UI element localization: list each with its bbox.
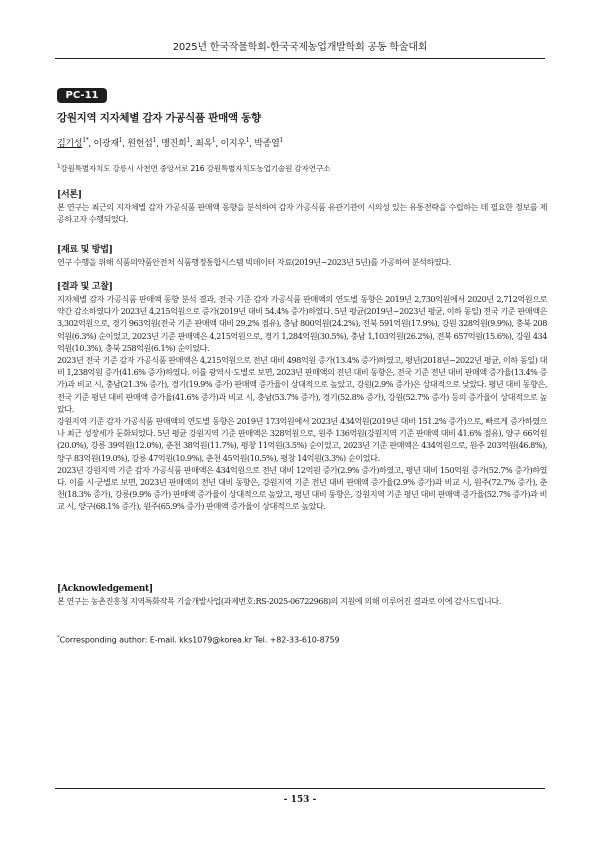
author-affil-mark: 1 (211, 137, 216, 144)
section-paragraph: 강원지역 기준 감자 가공식품 판매액의 연도별 동향은 2019년 173억원에서 2023년 434억원(2019년 대비 151.2% 증가)으로, 빠르게 증가하였으나 최근 성장세가 둔화되었다. 5년 평균 강원지역 기준 판매액은 328억원으로, 원주 136억원(강원지역 기준 판매액 대비 41.6% 점유), 양구 66억원(20.0%), 강릉 39억원(12.0%), 춘천 38억원(11.7%), 평창 11억원(3.5%) 순이었고, 2023년 기준 판매액은 434억원으로, 원주 203억원(46.8%), 양구 83억원(19.0%), 강릉 47억원(10.9%), 춘천 45억원(10.5%), 평창 14억원(3.3%) 순이었다. (57, 416, 547, 463)
section-materials-methods (57, 244, 547, 268)
author-list: 김기성$^{1*}$, 이광재$^1$, 원헌섭$^1$, 맹진희$^1$, 최옥$^1$, 이지우$^1$, 박종열$^1$ (57, 137, 284, 149)
page-number: - 153 - (283, 795, 317, 805)
author-affil-mark: 1* (82, 137, 89, 144)
section-heading: [재료 및 방법] (57, 245, 113, 255)
author-affil-mark: 1 (279, 137, 284, 144)
author-name: 이지우 (220, 139, 246, 149)
author-name: 이광재 (93, 139, 119, 149)
section-paragraph: 연구 수행을 위해 식품의약품안전처 식품행정통합시스템 빅데이터 자료(2019년∼2023년 5년)를 가공하여 분석하였다. (57, 257, 451, 267)
author-affil-mark: 1 (118, 137, 123, 144)
section-introduction (57, 189, 547, 225)
author-name: 맹진희 (161, 139, 187, 149)
author-affil-mark: 1 (245, 137, 250, 144)
section-paragraph: 2023년 강원지역 기준 감자 가공식품 판매액은 434억원으로 전년 대비 12억원 증가(2.9% 증가)하였고, 평년 대비 150억원 증가(52.7% 증가)하였다. 이를 시·군별로 보면, 2023년 판매액의 전년 대비 동향은, 강원지역 기준 전년 대비 판매액 증가율(2.9% 증가)과 비교 시, 원주(72.7% 증가), 춘천(18.3% 증가), 강릉(9.9% 증가) 판매액 증가율이 상대적으로 높았고, 평년 대비 동향은, 강원지역 기준 평년 대비 판매액 증가율(52.7% 증가)과 비교 시, 양구(68.1% 증가), 원주(65.9% 증가) 판매액 증가율이 상대적으로 높았다. (57, 464, 547, 512)
section-paragraph: 2023년 전국 기준 감자 가공식품 판매액은 4,215억원으로 전년 대비 498억원 증가(13.4% 증가)하였고, 평년(2018년∼2022년 평균, 이하 동일) 대비 1,238억원 증가(41.6% 증가)하였다. 이를 광역시·도별로 보면, 2023년 판매액의 전년 대비 동향은, 전국 기준 전년 대비 판매액 증가율(13.4% 증가)과 비교 시, 충남(21.3% 증가), 경기(19.9% 증가) 판매액 증가율이 상대적으로 높았고, 강원(2.9% 증가)은 상대적으로 낮았다. 평년 대비 동향은, 전국 기준 평년 대비 판매액 증가율(41.6% 증가)과 비교 시, 충남(53.7% 증가), 경기(52.8% 증가), 강원(52.7% 증가) 등의 증가율이 상대적으로 높았다. (57, 355, 547, 414)
corresponding-mark: * (57, 635, 60, 641)
corresponding-text: Corresponding author: E-mail. kks1079@korea.kr Tel. +82-33-610-8759 (59, 635, 340, 645)
author-affil-mark: 1 (152, 137, 157, 144)
section-results-discussion (57, 281, 547, 513)
header-divider (55, 58, 545, 59)
section-paragraph: 지자체별 감자 가공식품 판매액 동향 분석 결과, 전국 기준 감자 가공식품 판매액의 연도별 동향은 2019년 2,730억원에서 2020년 2,712억원으로 약간 감소하였다가 2023년 4,215억원으로 증가(2019년 대비 54.4% 증가)하였다. 5년 평균(2019년∼2023년 평균, 이하 동일) 전국 기준 판매액은 3,302억원으로, 경기 963억원(전국 기준 판매액 대비 29.2% 점유), 충남 800억원(24.2%), 전북 591억원(17.9%), 강원 328억원(9.9%), 충북 208억원(6.3%) 순이었고, 2023년 기준 판매액은 4,215억원으로, 경기 1,284억원(30.5%), 충남 1,103억원(26.2%), 전북 657억원(15.6%), 강원 434억원(10.3%), 충북 258억원(6.1%) 순이었다. (57, 294, 547, 353)
affiliation-mark: 1 (57, 163, 61, 170)
poster-id-badge: PC-11 (57, 88, 107, 103)
corresponding-author (57, 635, 340, 645)
section-acknowledgement (57, 583, 547, 607)
section-heading: [서론] (57, 190, 82, 200)
paper-title: 강원지역 지자체별 감자 가공식품 판매액 동향 (57, 112, 261, 124)
footer-divider (55, 788, 545, 789)
affiliation-text: 강원특별자치도 강릉시 사천면 중앙서로 216 강원특별자치도농업기술원 감자연구소 (60, 164, 331, 173)
author-name: 김기성 (57, 139, 83, 149)
section-paragraph: 본 연구는 농촌진흥청 지역특화작목 기술개발사업(과제번호:RS-2025-06722968)의 지원에 의해 이루어진 결과로 이에 감사드립니다. (57, 596, 501, 606)
affiliation (57, 163, 330, 174)
author-name: 원헌섭 (127, 139, 153, 149)
section-heading: [결과 및 고찰] (57, 282, 113, 292)
author-name: 박종열 (254, 139, 280, 149)
section-heading: [Acknowledgement] (57, 584, 153, 594)
running-header: 2025년 한국작물학회-한국국제농업개발학회 공동 학술대회 (172, 42, 428, 53)
author-affil-mark: 1 (186, 137, 190, 144)
section-paragraph: 본 연구는 최근의 지자체별 감자 가공식품 판매액 동향을 분석하여 감자 가공식품 유관기관이 시의성 있는 유통전략을 수립하는 데 필요한 정보를 제공하고자 수행되었다. (57, 202, 547, 225)
author-name: 최옥 (195, 139, 212, 149)
